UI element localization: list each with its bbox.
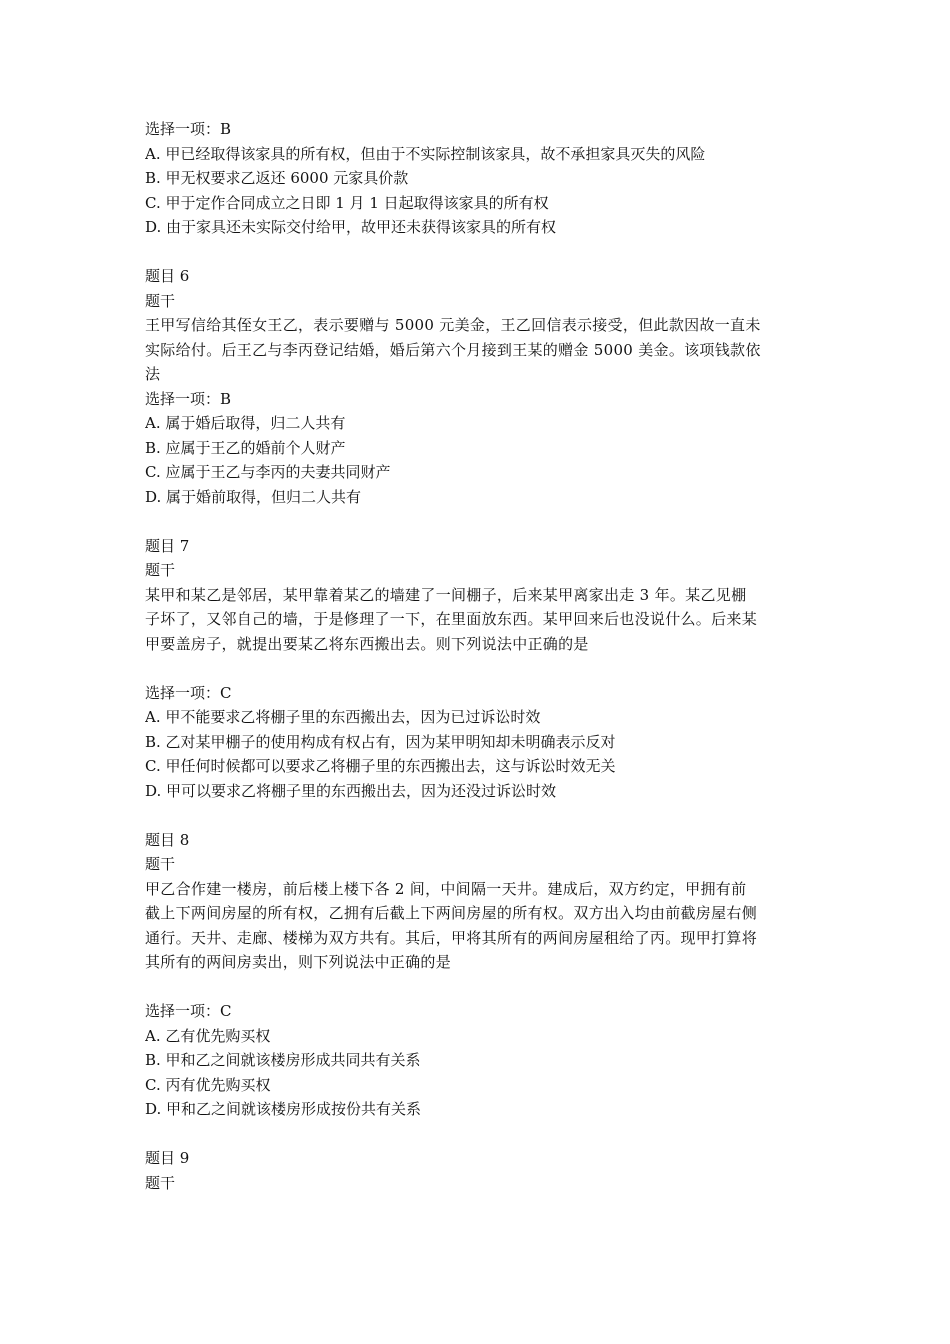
question-number: 题目 6 (145, 267, 190, 285)
stem-line: 王甲写信给其侄女王乙，表示要赠与 5000 元美金，王乙回信表示接受，但此款因故一直未 (145, 316, 761, 334)
stem-line: 通行。天井、走廊、楼梯为双方共有。其后，甲将其所有的两间房屋租给了丙。现甲打算将 (145, 928, 758, 947)
option-a: A. 属于婚后取得，归二人共有 (145, 414, 346, 432)
stem-line: 某甲和某乙是邻居，某甲靠着某乙的墙建了一间棚子，后来某甲离家出走 3 年。某乙见棚 (145, 585, 747, 604)
option-a: A. 乙有优先购买权 (145, 1026, 271, 1045)
option-a: A. 甲不能要求乙将棚子里的东西搬出去，因为已过诉讼时效 (145, 708, 541, 726)
question-number: 题目 7 (145, 536, 190, 555)
spacer (145, 656, 810, 681)
stem-label: 题干 (145, 855, 176, 873)
option-c: C. 甲任何时候都可以要求乙将棚子里的东西搬出去，这与诉讼时效无关 (145, 757, 616, 775)
answer-line: 选择一项：C (145, 683, 232, 702)
question-9 (145, 1146, 810, 1195)
question-8 (145, 828, 810, 1122)
question-number: 题目 8 (145, 830, 190, 849)
stem-line: 子坏了，又邻自己的墙，于是修理了一下，在里面放东西。某甲回来后也没说什么。后来某 (145, 610, 758, 628)
option-d: D. 甲和乙之间就该楼房形成按份共有关系 (145, 1100, 422, 1118)
question-number: 题目 9 (145, 1149, 190, 1167)
option-c: C. 应属于王乙与李丙的夫妻共同财产 (145, 463, 391, 481)
spacer (145, 509, 810, 534)
spacer (145, 240, 810, 265)
stem-line: 甲要盖房子，就提出要某乙将东西搬出去。则下列说法中正确的是 (145, 634, 589, 653)
stem-line: 实际给付。后王乙与李丙登记结婚，婚后第六个月接到王某的赠金 5000 美金。该项钱款依 (145, 340, 761, 359)
option-b: B. 应属于王乙的婚前个人财产 (145, 438, 346, 457)
prev-question (145, 117, 810, 240)
stem-line: 甲乙合作建一楼房，前后楼上楼下各 2 间，中间隔一天井。建成后，双方约定，甲拥有前 (145, 879, 747, 898)
option-c: C. 甲于定作合同成立之日即 1 月 1 日起取得该家具的所有权 (145, 193, 549, 212)
answer-line: 选择一项：C (145, 1002, 232, 1020)
option-a: A. 甲已经取得该家具的所有权，但由于不实际控制该家具，故不承担家具灭失的风险 (145, 144, 706, 163)
stem-label: 题干 (145, 291, 176, 310)
document-page (145, 117, 810, 1195)
option-b: B. 甲无权要求乙返还 6000 元家具价款 (145, 169, 409, 187)
option-c: C. 丙有优先购买权 (145, 1075, 271, 1094)
option-d: D. 甲可以要求乙将棚子里的东西搬出去，因为还没过诉讼时效 (145, 781, 557, 800)
spacer (145, 1122, 810, 1147)
stem-line: 其所有的两间房卖出，则下列说法中正确的是 (145, 953, 452, 971)
question-6 (145, 264, 810, 509)
option-b: B. 乙对某甲棚子的使用构成有权占有，因为某甲明知却未明确表示反对 (145, 732, 616, 751)
answer-line: 选择一项：B (145, 389, 232, 408)
answer-line: 选择一项：B (145, 120, 232, 138)
stem-label: 题干 (145, 1173, 176, 1192)
stem-line: 截上下两间房屋的所有权，乙拥有后截上下两间房屋的所有权。双方出入均由前截房屋右侧 (145, 904, 758, 922)
option-d: D. 由于家具还未实际交付给甲，故甲还未获得该家具的所有权 (145, 218, 557, 236)
stem-line: 法 (145, 365, 161, 383)
spacer (145, 975, 810, 1000)
option-b: B. 甲和乙之间就该楼房形成共同共有关系 (145, 1051, 421, 1069)
spacer (145, 803, 810, 828)
question-7 (145, 534, 810, 804)
stem-label: 题干 (145, 561, 176, 579)
option-d: D. 属于婚前取得，但归二人共有 (145, 487, 362, 506)
